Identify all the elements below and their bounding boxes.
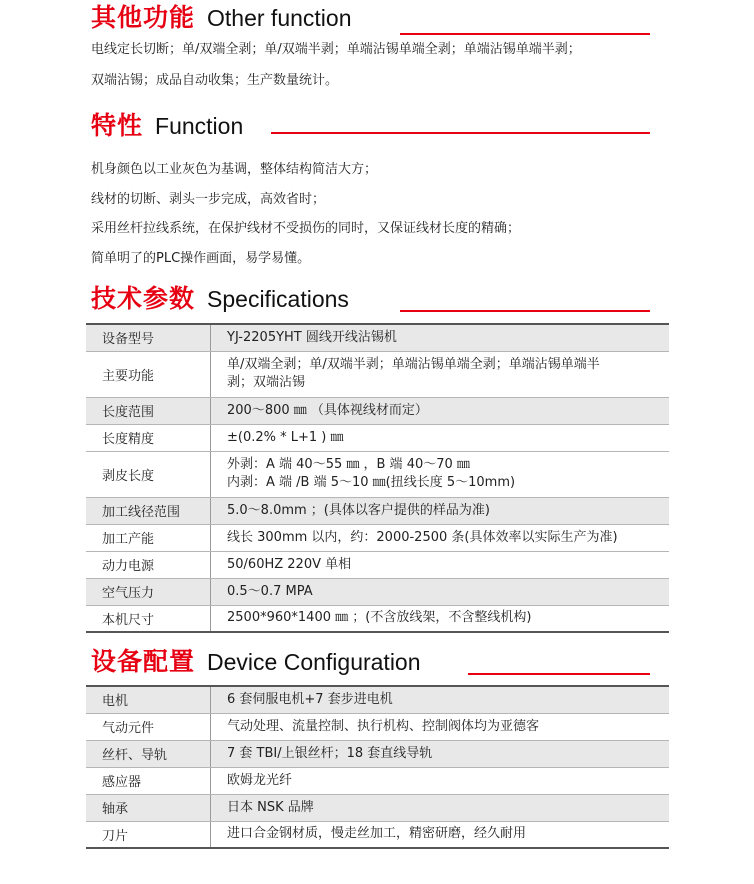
specs-title-en: Specifications	[207, 286, 349, 312]
other-section-title	[91, 4, 351, 32]
spec-value-line: 5.0～8.0mm ；(具体以客户提供的样品为准)	[227, 502, 490, 518]
spec-value	[211, 578, 670, 605]
other-title-underline	[400, 33, 650, 35]
table-row	[86, 740, 669, 767]
spec-label: 长度精度	[86, 424, 211, 451]
table-row	[86, 451, 669, 497]
spec-value-line: 200～800 ㎜ （具体视线材而定）	[227, 402, 428, 418]
table-row	[86, 821, 669, 848]
config-table	[86, 685, 669, 849]
spec-value-line: 线长 300mm 以内，约：2000-2500 条(具体效率以实际生产为准)	[227, 529, 618, 545]
feature-title-cn: 特性	[91, 111, 144, 140]
other-title-en: Other function	[207, 5, 352, 31]
specs-title-underline	[400, 310, 650, 312]
spec-value-line: 0.5～0.7 MPA	[227, 583, 313, 599]
config-value: 7 套 TBI/上银丝杆；18 套直线导轨	[211, 740, 670, 767]
config-title-cn: 设备配置	[91, 647, 196, 676]
feature-line-3: 采用丝杆拉线系统，在保护线材不受损伤的同时，又保证线材长度的精确；	[91, 221, 521, 236]
spec-label: 加工线径范围	[86, 497, 211, 524]
config-label: 气动元件	[86, 713, 211, 740]
spec-label: 主要功能	[86, 351, 211, 397]
table-row	[86, 397, 669, 424]
spec-value-line: 外剥：A 端 40～55 ㎜ ，B 端 40～70 ㎜	[227, 457, 470, 472]
config-value: 进口合金钢材质，慢走丝加工，精密研磨，经久耐用	[211, 821, 670, 848]
table-row	[86, 794, 669, 821]
table-row	[86, 324, 669, 351]
config-section-title	[91, 648, 421, 676]
spec-value-line-2: 剥；双端沾锡	[227, 375, 306, 390]
specs-section-title	[91, 285, 349, 313]
table-row	[86, 767, 669, 794]
spec-value-line: 单/双端全剥；单/双端半剥；单端沾锡单端全剥；单端沾锡单端半	[227, 357, 600, 372]
spec-label: 剥皮长度	[86, 451, 211, 497]
specs-title-cn: 技术参数	[91, 284, 196, 313]
spec-label: 动力电源	[86, 551, 211, 578]
spec-value	[211, 397, 670, 424]
spec-value-line: YJ-2205YHT 圆线开线沾锡机	[227, 329, 397, 345]
spec-value-line-2: 内剥：A 端 /B 端 5～10 ㎜(扭线长度 5～10mm)	[227, 475, 516, 490]
table-row	[86, 578, 669, 605]
feature-title-en: Function	[155, 113, 244, 139]
other-line-1: 电线定长切断；单/双端全剥；单/双端半剥；单端沾锡单端全剥；单端沾锡单端半剥；	[91, 42, 581, 57]
spec-label: 设备型号	[86, 324, 211, 351]
spec-value	[211, 497, 670, 524]
config-label: 刀片	[86, 821, 211, 848]
config-label: 轴承	[86, 794, 211, 821]
config-value: 6 套伺服电机+7 套步进电机	[211, 686, 670, 713]
feature-line-2: 线材的切断、剥头一步完成，高效省时；	[91, 192, 326, 207]
spec-value	[211, 451, 670, 497]
spec-value-line: ±(0.2% * L+1 ) ㎜	[227, 429, 344, 445]
table-row	[86, 686, 669, 713]
config-label: 感应器	[86, 767, 211, 794]
table-row	[86, 424, 669, 451]
spec-value	[211, 605, 670, 632]
table-row	[86, 605, 669, 632]
config-label: 丝杆、导轨	[86, 740, 211, 767]
config-value: 日本 NSK 品牌	[211, 794, 670, 821]
specs-table	[86, 323, 669, 633]
spec-value	[211, 351, 670, 397]
spec-label: 长度范围	[86, 397, 211, 424]
other-title-cn: 其他功能	[91, 3, 196, 32]
other-line-2: 双端沾锡；成品自动收集；生产数量统计。	[91, 73, 339, 88]
config-value: 气动处理、流量控制、执行机构、控制阀体均为亚德客	[211, 713, 670, 740]
config-title-en: Device Configuration	[207, 649, 421, 675]
feature-section-title	[91, 112, 243, 140]
feature-title-underline	[271, 132, 650, 134]
spec-label: 加工产能	[86, 524, 211, 551]
spec-value	[211, 524, 670, 551]
config-label: 电机	[86, 686, 211, 713]
spec-value	[211, 324, 670, 351]
spec-label: 空气压力	[86, 578, 211, 605]
config-title-underline	[468, 673, 650, 675]
table-row	[86, 497, 669, 524]
config-value: 欧姆龙光纤	[211, 767, 670, 794]
spec-value	[211, 424, 670, 451]
table-row	[86, 351, 669, 397]
feature-line-4: 简单明了的PLC操作画面，易学易懂。	[91, 251, 311, 266]
table-row	[86, 551, 669, 578]
table-row	[86, 524, 669, 551]
spec-value-line: 50/60HZ 220V 单相	[227, 556, 352, 572]
table-row	[86, 713, 669, 740]
feature-line-1: 机身颜色以工业灰色为基调，整体结构简洁大方；	[91, 162, 378, 177]
spec-value-line: 2500*960*1400 ㎜ ；(不含放线架，不含整线机构)	[227, 610, 532, 626]
spec-value	[211, 551, 670, 578]
spec-label: 本机尺寸	[86, 605, 211, 632]
